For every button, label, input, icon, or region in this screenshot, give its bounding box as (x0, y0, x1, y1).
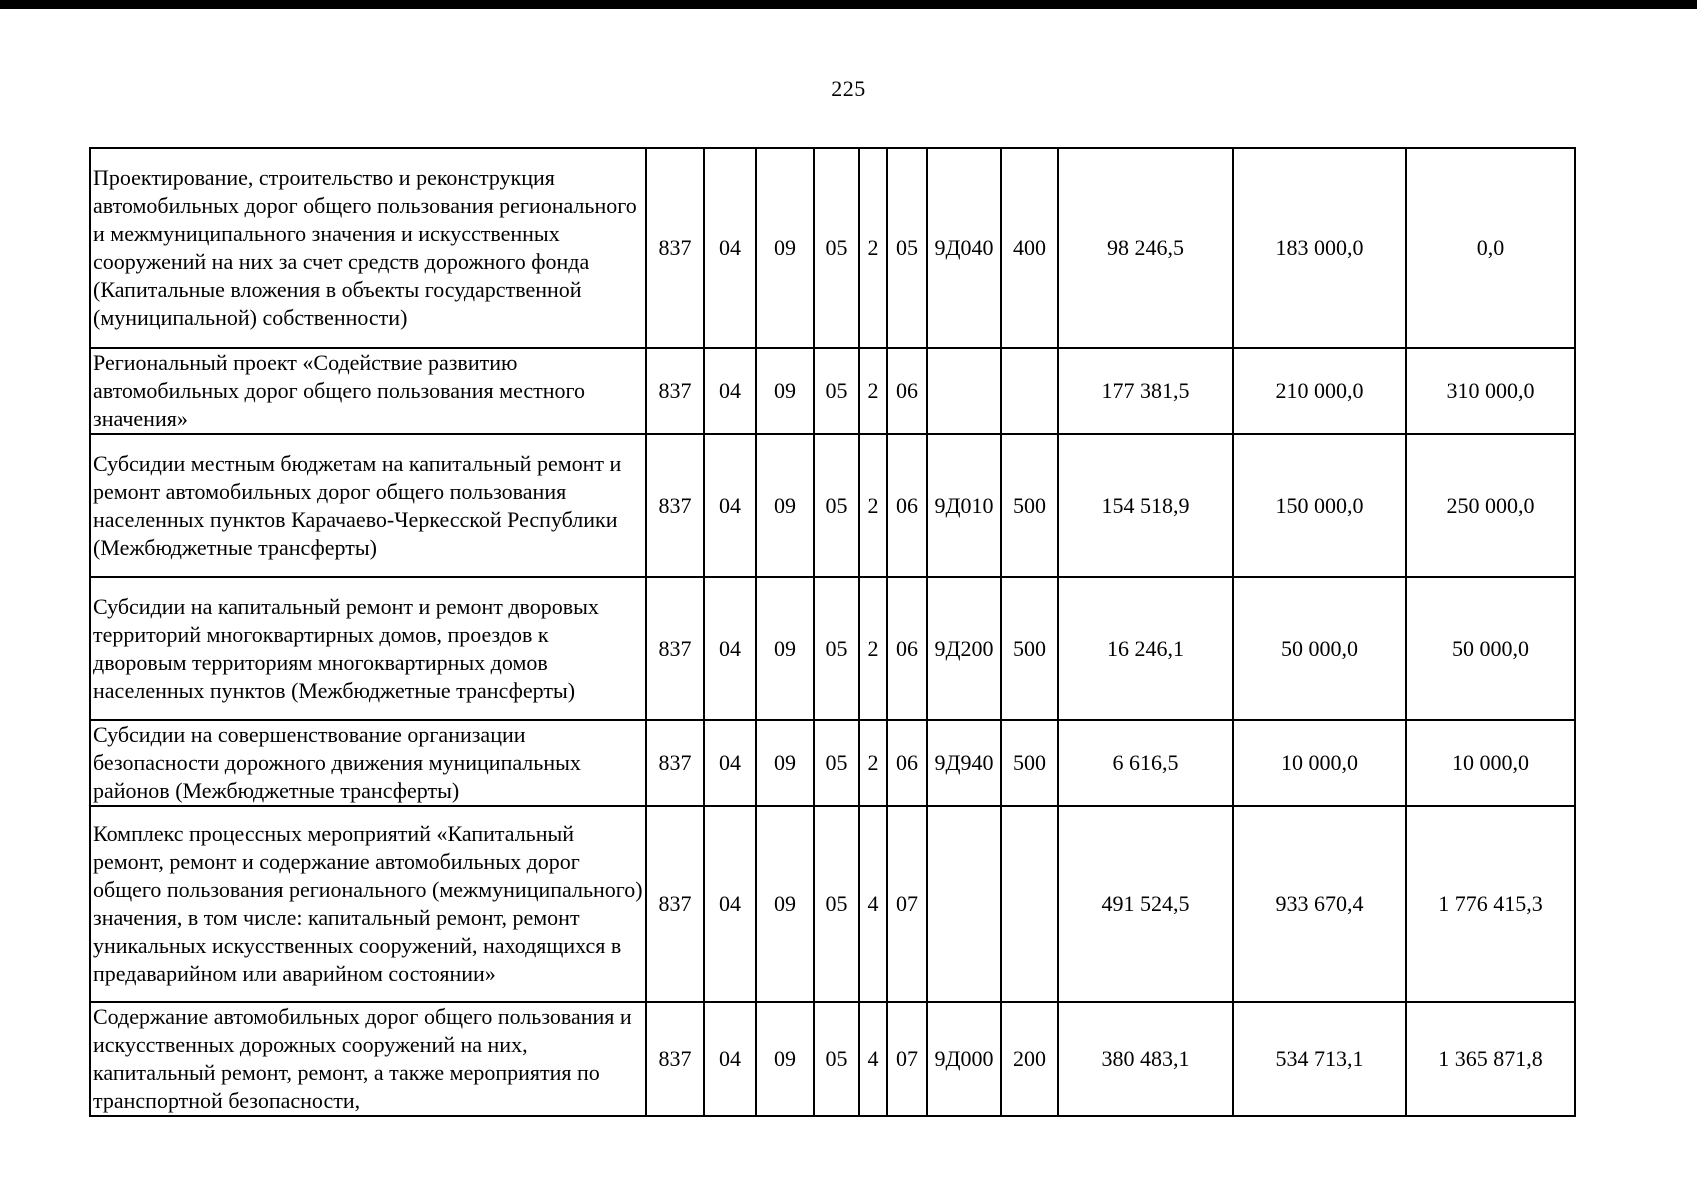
ministry-code: 837 (646, 720, 704, 806)
amount-2: 210 000,0 (1233, 348, 1406, 434)
table-row (90, 806, 1575, 1002)
section-code: 04 (704, 148, 756, 348)
row-name: Субсидии местным бюджетам на капитальный ремонт и ремонт автомобильных дорог общего пользования населенных пунктов Карачаево-Черкесской Республики (Межбюджетные трансферты) (90, 434, 646, 577)
ministry-code: 837 (646, 577, 704, 720)
program-code: 05 (814, 148, 859, 348)
table-row (90, 348, 1575, 434)
section-code: 04 (704, 434, 756, 577)
event-code: 07 (887, 1002, 927, 1116)
amount-1: 380 483,1 (1058, 1002, 1233, 1116)
ministry-code: 837 (646, 434, 704, 577)
section-code: 04 (704, 1002, 756, 1116)
program-code: 05 (814, 806, 859, 1002)
section-code: 04 (704, 720, 756, 806)
amount-1: 6 616,5 (1058, 720, 1233, 806)
expense-type-code (1001, 348, 1058, 434)
section-code: 04 (704, 806, 756, 1002)
program-code: 05 (814, 577, 859, 720)
amount-3: 310 000,0 (1406, 348, 1575, 434)
subprogram-code: 2 (859, 434, 887, 577)
event-code: 05 (887, 148, 927, 348)
row-name: Субсидии на совершенствование организации безопасности дорожного движения муниципальных районов (Межбюджетные трансферты) (90, 720, 646, 806)
amount-3: 1 776 415,3 (1406, 806, 1575, 1002)
table-row (90, 577, 1575, 720)
subsection-code: 09 (756, 577, 814, 720)
amount-2: 10 000,0 (1233, 720, 1406, 806)
program-code: 05 (814, 434, 859, 577)
amount-3: 0,0 (1406, 148, 1575, 348)
amount-3: 50 000,0 (1406, 577, 1575, 720)
amount-3: 250 000,0 (1406, 434, 1575, 577)
table-row (90, 434, 1575, 577)
expense-type-code: 500 (1001, 577, 1058, 720)
direction-code: 9Д200 (927, 577, 1001, 720)
program-code: 05 (814, 1002, 859, 1116)
amount-3: 10 000,0 (1406, 720, 1575, 806)
row-name: Субсидии на капитальный ремонт и ремонт дворовых территорий многоквартирных домов, проездов к дворовым территориям многоквартирных домов населенных пунктов (Межбюджетные трансферты) (90, 577, 646, 720)
amount-1: 16 246,1 (1058, 577, 1233, 720)
event-code: 06 (887, 348, 927, 434)
row-name: Комплекс процессных мероприятий «Капитальный ремонт, ремонт и содержание автомобильных дорог общего пользования регионального (межмуниципального) значения, в том числе: капитальный ремонт, ремонт уникальных искусственных сооружений, находящихся в предаварийном или аварийном состоянии» (90, 806, 646, 1002)
amount-1: 491 524,5 (1058, 806, 1233, 1002)
expense-type-code: 400 (1001, 148, 1058, 348)
subprogram-code: 4 (859, 1002, 887, 1116)
subprogram-code: 2 (859, 577, 887, 720)
row-name: Проектирование, строительство и реконструкция автомобильных дорог общего пользования регионального и межмуниципального значения и искусственных сооружений на них за счет средств дорожного фонда (Капитальные вложения в объекты государственной (муниципальной) собственности) (90, 148, 646, 348)
program-code: 05 (814, 720, 859, 806)
direction-code: 9Д000 (927, 1002, 1001, 1116)
amount-2: 50 000,0 (1233, 577, 1406, 720)
budget-table (89, 147, 1576, 1117)
table-row (90, 148, 1575, 348)
amount-2: 150 000,0 (1233, 434, 1406, 577)
direction-code (927, 348, 1001, 434)
subprogram-code: 2 (859, 720, 887, 806)
subsection-code: 09 (756, 720, 814, 806)
expense-type-code: 500 (1001, 434, 1058, 577)
section-code: 04 (704, 577, 756, 720)
scan-top-border (0, 0, 1697, 9)
event-code: 07 (887, 806, 927, 1002)
amount-1: 98 246,5 (1058, 148, 1233, 348)
direction-code: 9Д010 (927, 434, 1001, 577)
amount-2: 183 000,0 (1233, 148, 1406, 348)
subprogram-code: 2 (859, 348, 887, 434)
subsection-code: 09 (756, 148, 814, 348)
subprogram-code: 2 (859, 148, 887, 348)
expense-type-code: 200 (1001, 1002, 1058, 1116)
subsection-code: 09 (756, 348, 814, 434)
subsection-code: 09 (756, 1002, 814, 1116)
amount-1: 177 381,5 (1058, 348, 1233, 434)
event-code: 06 (887, 720, 927, 806)
program-code: 05 (814, 348, 859, 434)
event-code: 06 (887, 577, 927, 720)
expense-type-code: 500 (1001, 720, 1058, 806)
direction-code (927, 806, 1001, 1002)
amount-3: 1 365 871,8 (1406, 1002, 1575, 1116)
amount-2: 534 713,1 (1233, 1002, 1406, 1116)
direction-code: 9Д040 (927, 148, 1001, 348)
amount-1: 154 518,9 (1058, 434, 1233, 577)
subsection-code: 09 (756, 434, 814, 577)
page-number: 225 (831, 76, 866, 101)
ministry-code: 837 (646, 348, 704, 434)
row-name: Региональный проект «Содействие развитию автомобильных дорог общего пользования местного значения» (90, 348, 646, 434)
ministry-code: 837 (646, 148, 704, 348)
event-code: 06 (887, 434, 927, 577)
subprogram-code: 4 (859, 806, 887, 1002)
ministry-code: 837 (646, 806, 704, 1002)
row-name: Содержание автомобильных дорог общего пользования и искусственных дорожных сооружений на них, капитальный ремонт, ремонт, а также мероприятия по транспортной безопасности, (90, 1002, 646, 1116)
ministry-code: 837 (646, 1002, 704, 1116)
direction-code: 9Д940 (927, 720, 1001, 806)
table-row (90, 720, 1575, 806)
table-row (90, 1002, 1575, 1116)
expense-type-code (1001, 806, 1058, 1002)
amount-2: 933 670,4 (1233, 806, 1406, 1002)
section-code: 04 (704, 348, 756, 434)
subsection-code: 09 (756, 806, 814, 1002)
